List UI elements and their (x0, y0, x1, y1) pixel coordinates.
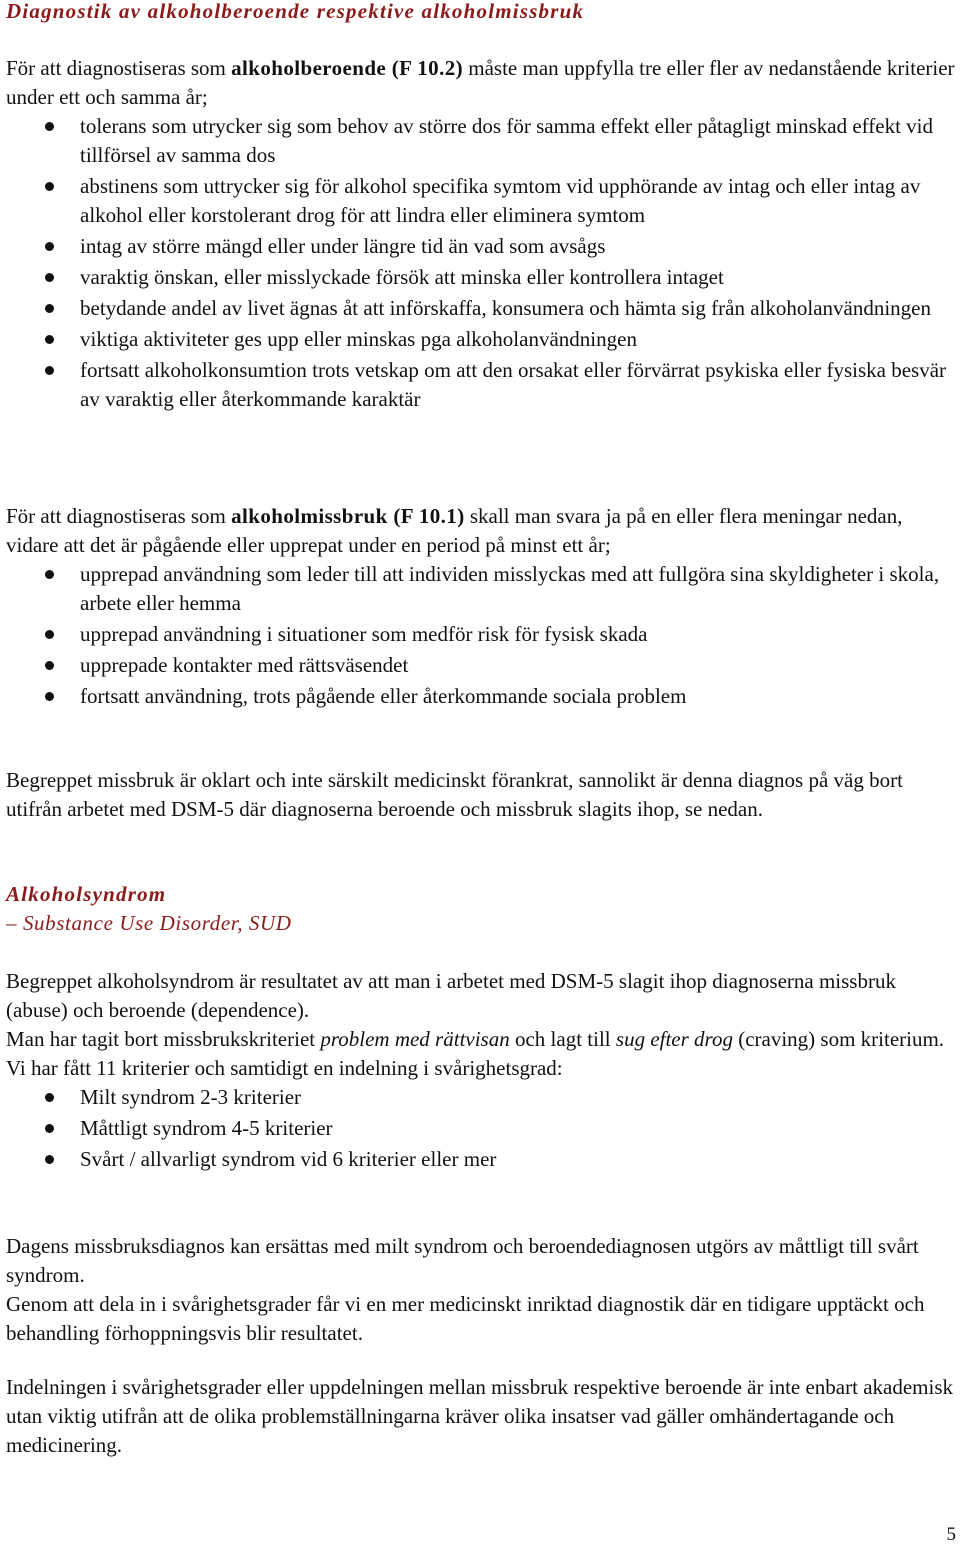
grade-text: Milt syndrom 2-3 kriterier (80, 1085, 302, 1109)
criterion-text: upprepad användning som leder till att individen misslyckas med att fullgöra sina skyldigheter i skola, arbete eller hemma (80, 562, 940, 615)
list-item (6, 620, 956, 649)
bullet-icon (45, 630, 54, 639)
missbruk-intro-post: skall man svara ja på en eller flera meningar nedan, vidare att det är pågående eller upprepat under en period på minst ett år; (6, 504, 903, 557)
bullet-icon (45, 273, 54, 282)
bullet-icon (45, 335, 54, 344)
page-title: Diagnostik av alkoholberoende respektive alkoholmissbruk (6, 0, 585, 23)
bullet-icon (45, 661, 54, 670)
list-item (6, 112, 956, 170)
paragraph-begreppet: Begreppet missbruk är oklart och inte särskilt medicinskt förankrat, sannolikt är denna diagnos på väg bort utifrån arbetet med DSM-5 där diagnoserna beroende och missbruk slagits ihop, se nedan. (6, 768, 903, 821)
criterion-text: abstinens som uttrycker sig för alkohol specifika symtom vid upphörande av intag och eller intag av alkohol eller korstolerant drog för att lindra eller eliminera symtom (80, 174, 921, 227)
bullet-icon (45, 1124, 54, 1133)
section-heading-alkoholsyndrom: Alkoholsyndrom (6, 882, 167, 906)
criterion-text: tolerans som utrycker sig som behov av större dos för samma effekt eller påtagligt minskad effekt vid tillförsel av samma dos (80, 114, 934, 167)
section-beroende (6, 54, 956, 416)
bullet-icon (45, 1093, 54, 1102)
syndrom-paragraph-2 (6, 1025, 956, 1083)
criterion-text: fortsatt alkoholkonsumtion trots vetskap om att den orsakat eller förvärrat psykiska eller fysiska besvär av varaktig eller återkommande karaktär (80, 358, 947, 411)
beroende-diagnosis-term: alkoholberoende (F 10.2) (231, 56, 464, 80)
criterion-text: fortsatt användning, trots pågående eller återkommande sociala problem (80, 684, 687, 708)
bullet-icon (45, 366, 54, 375)
list-item (6, 1114, 956, 1143)
bullet-icon (45, 304, 54, 313)
criterion-text: intag av större mängd eller under längre tid än vad som avsågs (80, 234, 606, 258)
missbruk-criteria-list (6, 560, 956, 711)
list-item (6, 294, 956, 323)
page-number: 5 (946, 1524, 956, 1545)
bullet-icon (45, 570, 54, 579)
list-item (6, 232, 956, 261)
section-alkoholsyndrom-body (6, 967, 956, 1176)
beroende-intro (6, 54, 956, 112)
criterion-text: upprepade kontakter med rättsväsendet (80, 653, 409, 677)
list-item (6, 560, 956, 618)
list-item (6, 682, 956, 711)
removed-criterion: problem med rättvisan (320, 1027, 510, 1051)
criterion-text: upprepad användning i situationer som medför risk för fysisk skada (80, 622, 648, 646)
bullet-icon (45, 692, 54, 701)
beroende-criteria-list (6, 112, 956, 414)
grade-text: Svårt / allvarligt syndrom vid 6 kriterier eller mer (80, 1147, 497, 1171)
syndrom-paragraph-5: Indelningen i svårighetsgrader eller uppdelningen mellan missbruk respektive beroende är inte enbart akademisk utan viktig utifrån att de olika problemställningarna kräver olika insatser vad gäller omhändertagande och medicinering. (6, 1375, 954, 1457)
syndrom-para2-part-a: Man har tagit bort missbrukskriteriet (6, 1027, 321, 1051)
bullet-icon (45, 182, 54, 191)
section-missbruk (6, 502, 956, 713)
list-item (6, 1145, 956, 1174)
criterion-text: viktiga aktiviteter ges upp eller minskas pga alkoholanvändningen (80, 327, 637, 351)
syndrom-para2-part-b: och lagt till (509, 1027, 616, 1051)
syndrom-para2-part-c: (craving) som kriterium. Vi har fått 11 kriterier och samtidigt en indelning i svårighetsgrad: (6, 1027, 945, 1080)
syndrom-paragraph-4: Genom att dela in i svårighetsgrader får vi en mer medicinskt inriktad diagnostik där en tidigare upptäckt och behandling förhoppningsvis blir resultatet. (6, 1292, 925, 1345)
bullet-icon (45, 122, 54, 131)
syndrom-paragraph-1: Begreppet alkoholsyndrom är resultatet av att man i arbetet med DSM-5 slagit ihop diagnoserna missbruk (abuse) och beroende (dependence). (6, 969, 896, 1022)
missbruk-diagnosis-term: alkoholmissbruk (F 10.1) (231, 504, 465, 528)
criterion-text: varaktig önskan, eller misslyckade försök att minska eller kontrollera intaget (80, 265, 724, 289)
severity-grades-list (6, 1083, 956, 1174)
beroende-intro-pre: För att diagnostiseras som (6, 56, 232, 80)
criterion-text: betydande andel av livet ägnas åt att införskaffa, konsumera och hämta sig från alkoholanvändningen (80, 296, 931, 320)
bullet-icon (45, 242, 54, 251)
grade-text: Måttligt syndrom 4-5 kriterier (80, 1116, 333, 1140)
list-item (6, 1083, 956, 1112)
section-subheading-sud: – Substance Use Disorder, SUD (6, 911, 292, 935)
section-dagens-diagnos (6, 1232, 956, 1348)
list-item (6, 263, 956, 292)
missbruk-intro (6, 502, 956, 560)
syndrom-paragraph-3: Dagens missbruksdiagnos kan ersättas med milt syndrom och beroendediagnosen utgörs av måttligt till svårt syndrom. (6, 1234, 919, 1287)
list-item (6, 172, 956, 230)
list-item (6, 356, 956, 414)
missbruk-intro-pre: För att diagnostiseras som (6, 504, 232, 528)
beroende-intro-post: måste man uppfylla tre eller fler av nedanstående kriterier under ett och samma år; (6, 56, 955, 109)
added-criterion: sug efter drog (615, 1027, 733, 1051)
list-item (6, 651, 956, 680)
list-item (6, 325, 956, 354)
bullet-icon (45, 1155, 54, 1164)
